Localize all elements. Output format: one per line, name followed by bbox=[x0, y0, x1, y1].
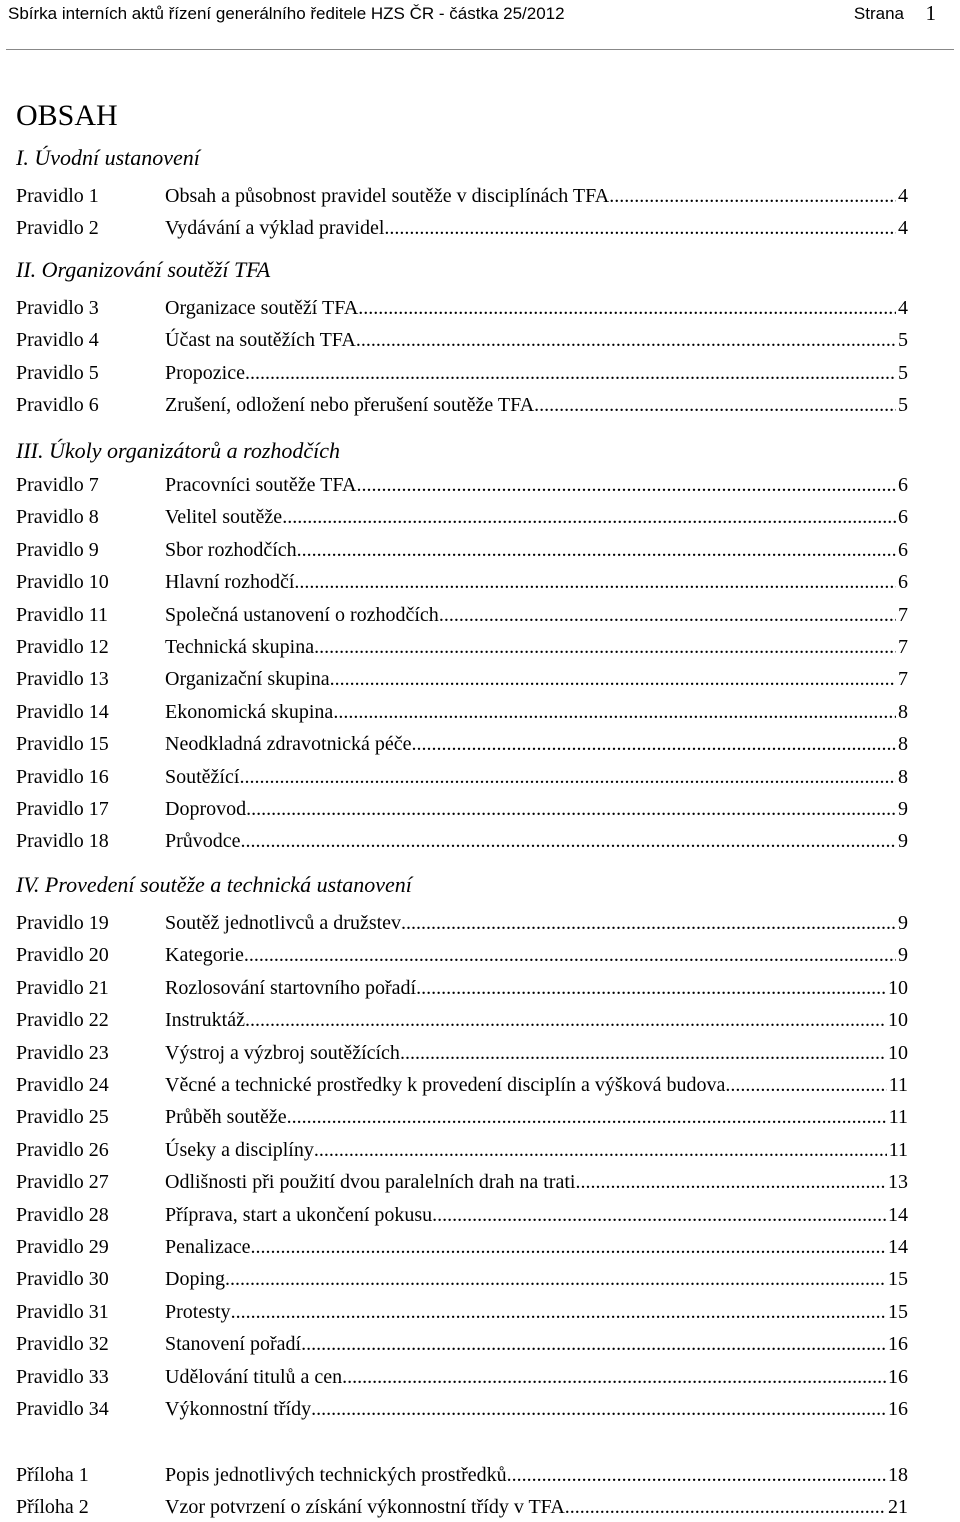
toc-entry-number: Pravidlo 30 bbox=[16, 1268, 109, 1291]
toc-entry[interactable] bbox=[16, 794, 908, 824]
toc-entry-page: 10 bbox=[888, 976, 908, 999]
toc-entry-number: Pravidlo 25 bbox=[16, 1106, 109, 1129]
toc-entry-title: Příprava, start a ukončení pokusu bbox=[165, 1203, 433, 1226]
toc-entry-line bbox=[165, 213, 908, 243]
toc-entry-number: Pravidlo 14 bbox=[16, 700, 109, 723]
toc-entry-title: Organizace soutěží TFA bbox=[165, 297, 359, 319]
toc-entry-line bbox=[165, 390, 908, 420]
toc-entry-number: Pravidlo 8 bbox=[16, 506, 99, 529]
toc-entry-line bbox=[165, 1200, 908, 1230]
toc-entry-title: Rozlosování startovního pořadí bbox=[165, 976, 417, 999]
toc-entry-line bbox=[165, 1005, 908, 1035]
toc-entry-title: Účast na soutěžích TFA bbox=[165, 329, 356, 352]
toc-entry-title: Protesty bbox=[165, 1300, 231, 1323]
toc-entry-title: Instruktáž bbox=[165, 1009, 245, 1032]
toc-entry-line bbox=[165, 567, 908, 597]
toc-entry-number: Pravidlo 3 bbox=[16, 297, 99, 319]
toc-entry[interactable] bbox=[16, 502, 908, 532]
toc-entry-page: 10 bbox=[888, 1009, 908, 1032]
toc-entry-page: 6 bbox=[898, 538, 908, 561]
dot-leader bbox=[565, 1492, 886, 1522]
dot-leader bbox=[400, 1038, 886, 1068]
toc-entry[interactable] bbox=[16, 632, 908, 662]
toc-entry-number: Pravidlo 24 bbox=[16, 1074, 109, 1096]
toc-entry-page: 16 bbox=[888, 1398, 908, 1420]
toc-entry-page: 4 bbox=[898, 217, 908, 240]
toc-entry[interactable] bbox=[16, 1038, 908, 1068]
dot-leader bbox=[287, 1102, 887, 1132]
toc-entry-page: 11 bbox=[888, 1074, 908, 1096]
toc-entry-number: Pravidlo 28 bbox=[16, 1203, 109, 1226]
dot-leader bbox=[330, 664, 896, 694]
toc-entry-line bbox=[165, 293, 908, 323]
toc-entry-number: Pravidlo 20 bbox=[16, 944, 109, 967]
toc-entry-page: 9 bbox=[898, 912, 908, 934]
toc-entry-page: 6 bbox=[898, 571, 908, 594]
dot-leader bbox=[245, 1005, 886, 1035]
dot-leader bbox=[575, 1167, 886, 1197]
toc-entry-line bbox=[165, 826, 908, 856]
dot-leader bbox=[384, 213, 896, 243]
toc-entry-line bbox=[165, 1264, 908, 1294]
toc-entry-line bbox=[165, 1232, 908, 1262]
toc-entry-number: Pravidlo 9 bbox=[16, 538, 99, 561]
page-header bbox=[0, 0, 960, 50]
toc-entry[interactable] bbox=[16, 1394, 908, 1424]
dot-leader bbox=[231, 1297, 886, 1327]
dot-leader bbox=[356, 470, 896, 500]
toc-entry-number: Pravidlo 23 bbox=[16, 1041, 109, 1064]
toc-entry-line bbox=[165, 1329, 908, 1359]
toc-entry-page: 7 bbox=[898, 603, 908, 626]
toc-entry-page: 18 bbox=[888, 1464, 908, 1486]
toc-entry-page: 5 bbox=[898, 329, 908, 352]
toc-entry-title: Věcné a technické prostředky k provedení disciplín a výšková budova bbox=[165, 1074, 726, 1096]
toc-entry-page: 14 bbox=[888, 1203, 908, 1226]
toc-entry-number: Pravidlo 32 bbox=[16, 1333, 109, 1356]
toc-entry-page: 14 bbox=[888, 1236, 908, 1258]
dot-leader bbox=[333, 697, 896, 727]
toc-entry-line bbox=[165, 470, 908, 500]
toc-entry-page: 15 bbox=[888, 1268, 908, 1291]
toc-entry-title: Úseky a disciplíny bbox=[165, 1138, 314, 1161]
toc-entry-title: Organizační skupina bbox=[165, 668, 330, 691]
toc-entry[interactable] bbox=[16, 1460, 908, 1490]
toc-entry-line bbox=[165, 729, 908, 759]
toc-title: OBSAH bbox=[16, 99, 118, 132]
toc-entry-line bbox=[165, 762, 908, 792]
toc-entry-title: Velitel soutěže bbox=[165, 506, 283, 529]
dot-leader bbox=[251, 1232, 887, 1262]
toc-entry[interactable] bbox=[16, 1005, 908, 1035]
dot-leader bbox=[297, 535, 896, 565]
toc-entry[interactable] bbox=[16, 1102, 908, 1132]
toc-entry-title: Ekonomická skupina bbox=[165, 700, 334, 723]
dot-leader bbox=[314, 1135, 887, 1165]
page-label bbox=[854, 4, 930, 24]
toc-entry-page: 9 bbox=[898, 944, 908, 967]
toc-entry-page: 9 bbox=[898, 798, 908, 820]
dot-leader bbox=[432, 1200, 886, 1230]
toc-entry[interactable] bbox=[16, 973, 908, 1003]
toc-entry-title: Hlavní rozhodčí bbox=[165, 571, 295, 594]
toc-entry[interactable] bbox=[16, 697, 908, 727]
toc-entry-number: Pravidlo 22 bbox=[16, 1009, 109, 1032]
toc-entry-title: Výkonnostní třídy bbox=[165, 1398, 312, 1420]
toc-entry[interactable] bbox=[16, 600, 908, 630]
toc-entry-page: 8 bbox=[898, 765, 908, 788]
toc-entry-line bbox=[165, 600, 908, 630]
dot-leader bbox=[301, 1329, 886, 1359]
toc-entry-title: Společná ustanovení o rozhodčích bbox=[165, 603, 439, 626]
page-label-text: Strana bbox=[853, 4, 904, 23]
toc-entry-number: Pravidlo 29 bbox=[16, 1236, 109, 1258]
toc-entry[interactable] bbox=[16, 729, 908, 759]
section-heading: II. Organizování soutěží TFA bbox=[16, 257, 271, 282]
toc-entry-title: Sbor rozhodčích bbox=[165, 538, 297, 561]
dot-leader bbox=[282, 502, 896, 532]
dot-leader bbox=[725, 1070, 886, 1100]
dot-leader bbox=[314, 632, 896, 662]
toc-entry[interactable] bbox=[16, 181, 908, 211]
toc-entry-page: 13 bbox=[888, 1171, 908, 1194]
toc-entry-title: Vydávání a výklad pravidel bbox=[165, 217, 385, 240]
toc-entry-title: Odlišnosti při použití dvou paralelních drah na trati bbox=[165, 1171, 576, 1194]
section-heading: IV. Provedení soutěže a technická ustanovení bbox=[16, 872, 412, 897]
toc-entry-title: Popis jednotlivých technických prostředků bbox=[165, 1464, 507, 1486]
toc-entry-line bbox=[165, 1070, 908, 1100]
toc-entry-title: Doprovod bbox=[165, 798, 247, 820]
toc-entry-line bbox=[165, 973, 908, 1003]
dot-leader bbox=[244, 940, 896, 970]
toc-entry-page: 5 bbox=[898, 394, 908, 417]
toc-entry-title: Obsah a působnost pravidel soutěže v disciplínách TFA bbox=[165, 185, 610, 207]
toc-entry-number: Pravidlo 5 bbox=[16, 361, 99, 384]
toc-entry-page: 16 bbox=[888, 1365, 908, 1388]
toc-entry[interactable] bbox=[16, 1200, 908, 1230]
toc-entry-title: Doping bbox=[165, 1268, 225, 1291]
page-number: 1 bbox=[925, 1, 936, 25]
toc-entry-line bbox=[165, 1460, 908, 1490]
toc-entry[interactable] bbox=[16, 1362, 908, 1392]
collection-title: Sbírka interních aktů řízení generálního ředitele HZS ČR - částka 25/2012 bbox=[8, 4, 565, 23]
toc-entry[interactable] bbox=[16, 293, 908, 323]
toc-entry-line bbox=[165, 358, 908, 388]
toc-entry-line bbox=[165, 181, 908, 211]
toc-entry-line bbox=[165, 664, 908, 694]
toc-entry[interactable] bbox=[16, 1329, 908, 1359]
toc-entry-line bbox=[165, 1102, 908, 1132]
toc-entry-number: Pravidlo 26 bbox=[16, 1138, 109, 1161]
toc-entry-line bbox=[165, 502, 908, 532]
toc-entry-line bbox=[165, 1362, 908, 1392]
dot-leader bbox=[507, 1460, 886, 1490]
toc-entry[interactable] bbox=[16, 358, 908, 388]
toc-entry[interactable] bbox=[16, 470, 908, 500]
toc-entry-page: 21 bbox=[888, 1496, 908, 1518]
toc-entry[interactable] bbox=[16, 1232, 908, 1262]
toc-entry-title: Zrušení, odložení nebo přerušení soutěže TFA bbox=[165, 394, 535, 417]
toc-entry-page: 5 bbox=[898, 361, 908, 384]
toc-entry-number: Pravidlo 33 bbox=[16, 1365, 109, 1388]
toc-entry-number: Příloha 1 bbox=[16, 1464, 89, 1486]
toc-entry-title: Kategorie bbox=[165, 944, 244, 967]
toc-entry-line bbox=[165, 940, 908, 970]
toc-entry-title: Průběh soutěže bbox=[165, 1106, 287, 1129]
toc-entry-page: 7 bbox=[898, 668, 908, 691]
dot-leader bbox=[401, 908, 896, 938]
toc-entry-page: 4 bbox=[898, 297, 908, 319]
dot-leader bbox=[225, 1264, 886, 1294]
dot-leader bbox=[245, 358, 896, 388]
toc-entry-title: Soutěžící bbox=[165, 765, 240, 788]
toc-entry[interactable] bbox=[16, 390, 908, 420]
dot-leader bbox=[239, 762, 896, 792]
section-heading: I. Úvodní ustanovení bbox=[16, 145, 200, 170]
toc-entry[interactable] bbox=[16, 826, 908, 856]
toc-entry-number: Pravidlo 7 bbox=[16, 474, 99, 496]
toc-entry-line bbox=[165, 908, 908, 938]
toc-entry-page: 10 bbox=[888, 1041, 908, 1064]
toc-entry[interactable] bbox=[16, 535, 908, 565]
toc-entry-title: Výstroj a výzbroj soutěžících bbox=[165, 1041, 400, 1064]
toc-entry[interactable] bbox=[16, 1297, 908, 1327]
toc-entry-number: Pravidlo 27 bbox=[16, 1171, 109, 1194]
toc-entry-number: Pravidlo 34 bbox=[16, 1398, 109, 1420]
toc-entry-number: Pravidlo 12 bbox=[16, 636, 109, 658]
toc-entry-title: Vzor potvrzení o získání výkonnostní třídy v TFA bbox=[165, 1496, 565, 1518]
toc-entry-line bbox=[165, 535, 908, 565]
toc-entry-page: 4 bbox=[898, 185, 908, 207]
toc-entry-number: Pravidlo 15 bbox=[16, 733, 109, 756]
toc-entry-title: Penalizace bbox=[165, 1236, 251, 1258]
toc-entry-number: Pravidlo 17 bbox=[16, 798, 109, 820]
toc-entry-number: Pravidlo 11 bbox=[16, 603, 109, 626]
dot-leader bbox=[294, 567, 896, 597]
dot-leader bbox=[609, 181, 896, 211]
toc-entry-title: Udělování titulů a cen bbox=[165, 1365, 343, 1388]
toc-entry-page: 16 bbox=[888, 1333, 908, 1356]
header-rule bbox=[6, 49, 954, 50]
toc-entry-number: Pravidlo 21 bbox=[16, 976, 109, 999]
toc-entry-page: 6 bbox=[898, 474, 908, 496]
toc-entry-number: Pravidlo 18 bbox=[16, 830, 109, 853]
toc-entry-line bbox=[165, 632, 908, 662]
toc-entry-line bbox=[165, 794, 908, 824]
toc-entry[interactable] bbox=[16, 1492, 908, 1522]
toc-entry-title: Technická skupina bbox=[165, 636, 315, 658]
toc-entry-page: 11 bbox=[888, 1138, 908, 1161]
toc-entry-number: Pravidlo 6 bbox=[16, 394, 99, 417]
toc-entry-page: 9 bbox=[898, 830, 908, 853]
toc-entry-line bbox=[165, 1492, 908, 1522]
toc-entry-page: 8 bbox=[898, 733, 908, 756]
dot-leader bbox=[342, 1362, 886, 1392]
dot-leader bbox=[416, 973, 886, 1003]
toc-entry-line bbox=[165, 1297, 908, 1327]
toc-entry-line bbox=[165, 697, 908, 727]
toc-entry-number: Příloha 2 bbox=[16, 1496, 89, 1518]
toc-entry[interactable] bbox=[16, 325, 908, 355]
dot-leader bbox=[439, 600, 896, 630]
toc-entry-title: Neodkladná zdravotnická péče bbox=[165, 733, 412, 756]
toc-entry-page: 8 bbox=[898, 700, 908, 723]
toc-entry[interactable] bbox=[16, 567, 908, 597]
dot-leader bbox=[246, 794, 896, 824]
toc-entry-line bbox=[165, 1394, 908, 1424]
toc-entry-number: Pravidlo 19 bbox=[16, 912, 109, 934]
toc-entry-line bbox=[165, 1167, 908, 1197]
toc-entry-page: 15 bbox=[888, 1300, 908, 1323]
section-heading: III. Úkoly organizátorů a rozhodčích bbox=[16, 438, 341, 463]
toc-entry[interactable] bbox=[16, 1167, 908, 1197]
dot-leader bbox=[356, 325, 896, 355]
toc-entry-number: Pravidlo 4 bbox=[16, 329, 99, 352]
toc-entry-title: Pracovníci soutěže TFA bbox=[165, 474, 357, 496]
dot-leader bbox=[311, 1394, 886, 1424]
dot-leader bbox=[241, 826, 896, 856]
dot-leader bbox=[534, 390, 896, 420]
toc-entry[interactable] bbox=[16, 664, 908, 694]
toc-entry-page: 11 bbox=[888, 1106, 908, 1129]
toc-entry-page: 6 bbox=[898, 506, 908, 529]
dot-leader bbox=[358, 293, 896, 323]
toc-entry-line bbox=[165, 1135, 908, 1165]
toc-entry[interactable] bbox=[16, 1070, 908, 1100]
toc-entry[interactable] bbox=[16, 213, 908, 243]
toc-entry-number: Pravidlo 10 bbox=[16, 571, 109, 594]
toc-entry-title: Stanovení pořadí bbox=[165, 1333, 302, 1356]
toc-entry-number: Pravidlo 13 bbox=[16, 668, 109, 691]
toc-entry[interactable] bbox=[16, 762, 908, 792]
dot-leader bbox=[412, 729, 896, 759]
toc-entry-page: 7 bbox=[898, 636, 908, 658]
toc-entry-number: Pravidlo 2 bbox=[16, 217, 99, 240]
toc-entry-line bbox=[165, 1038, 908, 1068]
toc-entry-number: Pravidlo 1 bbox=[16, 185, 99, 207]
toc-entry-line bbox=[165, 325, 908, 355]
toc-entry-title: Propozice bbox=[165, 361, 245, 384]
toc-entry[interactable] bbox=[16, 908, 908, 938]
toc-entry[interactable] bbox=[16, 1135, 908, 1165]
toc-entry-title: Průvodce bbox=[165, 830, 241, 853]
toc-entry-number: Pravidlo 16 bbox=[16, 765, 109, 788]
toc-entry-number: Pravidlo 31 bbox=[16, 1300, 109, 1323]
toc-entry-title: Soutěž jednotlivců a družstev bbox=[165, 912, 402, 934]
toc-entry[interactable] bbox=[16, 940, 908, 970]
toc-entry[interactable] bbox=[16, 1264, 908, 1294]
